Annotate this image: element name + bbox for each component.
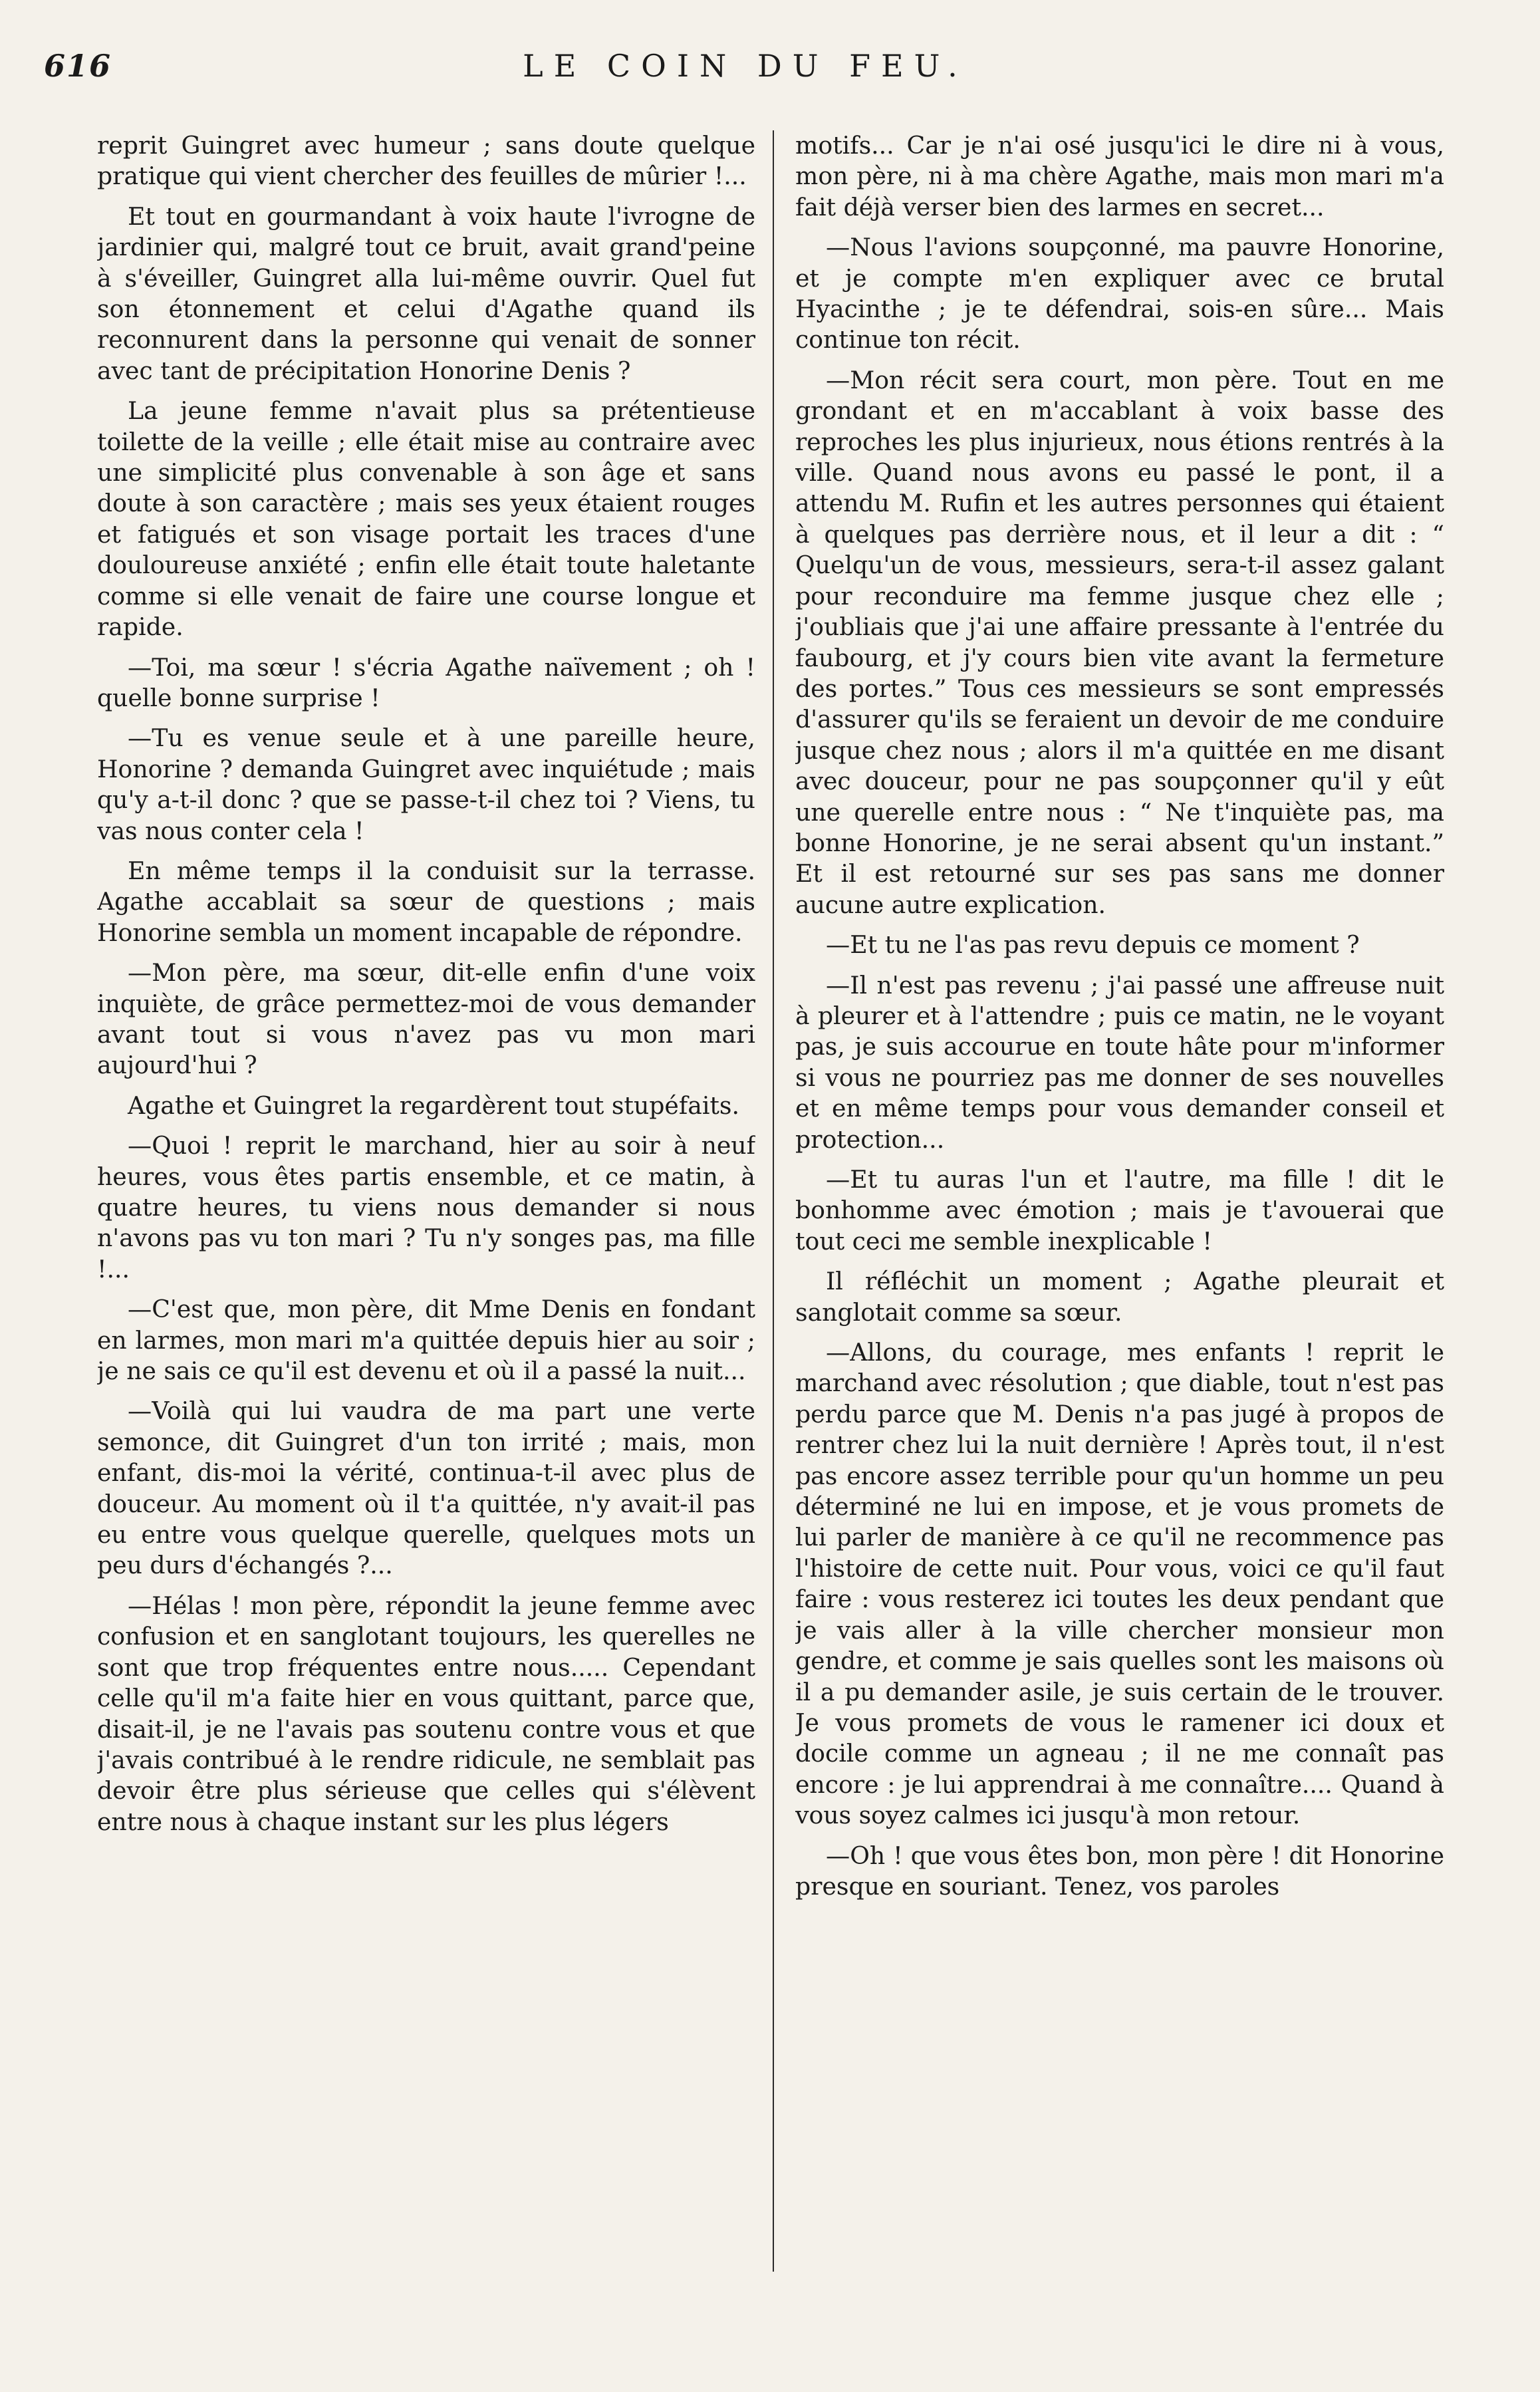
page-number: 616 (44, 48, 112, 84)
paragraph: Agathe et Guingret la regardèrent tout stupéfaits. (128, 1091, 740, 1120)
paragraph: La jeune femme n'avait plus sa prétentieuse toilette de la veille ; elle était mise au contraire avec une simplicité plus convenable à son âge et sans doute à son caractère ; mais ses yeux étaient rouges et fatigués et son visage portait les traces d'une douloureuse anxiété ; enfin elle était toute haletante comme si elle venait de faire une course longue et rapide. (97, 396, 755, 642)
paragraph: —Mon récit sera court, mon père. Tout en me grondant et en m'accablant à voix basse des reproches les plus injurieux, nous étions rentrés à la ville. Quand nous avons eu passé le pont, il a attendu M. Rufin et les autres personnes qui étaient à quelques pas derrière nous, et il leur a dit : “ Quelqu'un de vous, messieurs, sera-t-il assez galant pour reconduire ma femme jusque chez elle ; j'oubliais que j'ai une affaire pressante à l'entrée du faubourg, et j'y cours bien vite avant la fermeture des portes.” Tous ces messieurs se sont empressés d'assurer qu'ils se feraient un devoir de me conduire jusque chez nous ; alors il m'a quittée en me disant avec douceur, pour ne pas soupçonner qu'il y eût une querelle entre nous : “ Ne t'inquiète pas, ma bonne Honorine, je ne serai absent qu'un instant.” Et il est retourné sur ses pas sans me donner aucune autre explication. (795, 365, 1444, 919)
paragraph: —Toi, ma sœur ! s'écria Agathe naïvement ; oh ! quelle bonne surprise ! (97, 652, 755, 712)
column-divider (773, 130, 774, 2272)
paragraph: —Hélas ! mon père, répondit la jeune femme avec confusion et en sanglotant toujours, les querelles ne sont que trop fréquentes entre nous..... Cependant celle qu'il m'a faite hier en vous quittant, parce que, disait-il, je ne l'avais pas soutenu contre vous et que j'avais contribué à le rendre ridicule, ne semblait pas devoir être plus sérieuse que celles qui s'élèvent entre nous à chaque instant sur les plus légers (97, 1591, 755, 1836)
paragraph: —Oh ! que vous êtes bon, mon père ! dit Honorine presque en souriant. Tenez, vos paroles (795, 1841, 1444, 1901)
paragraph: En même temps il la conduisit sur la terrasse. Agathe accablait sa sœur de questions ; mais Honorine sembla un moment incapable de répondre. (97, 856, 755, 947)
paragraph: —Tu es venue seule et à une pareille heure, Honorine ? demanda Guingret avec inquiétude ; mais qu'y a-t-il donc ? que se passe-t-il chez toi ? Viens, tu vas nous conter cela ! (97, 724, 755, 845)
paragraph: motifs... Car je n'ai osé jusqu'ici le dire ni à vous, mon père, ni à ma chère Agathe, mais mon mari m'a fait déjà verser bien des larmes en secret... (795, 131, 1444, 221)
paragraph: Et tout en gourmandant à voix haute l'ivrogne de jardinier qui, malgré tout ce bruit, avait grand'peine à s'éveiller, Guingret alla lui-même ouvrir. Quel fut son étonnement et celui d'Agathe quand ils reconnurent dans la personne qui venait de sonner avec tant de précipitation Honorine Denis ? (97, 201, 755, 385)
right-column (795, 130, 1444, 2238)
paragraph: —Voilà qui lui vaudra de ma part une verte semonce, dit Guingret d'un ton irrité ; mais, mon enfant, dis-moi la vérité, continua-t-il avec plus de douceur. Au moment où il t'a quittée, n'y avait-il pas eu entre vous quelque querelle, quelques mots un peu durs d'échangés ?... (97, 1396, 755, 1580)
paragraph: reprit Guingret avec humeur ; sans doute quelque pratique qui vient chercher des feuilles de mûrier !... (97, 131, 755, 191)
paragraph: —Nous l'avions soupçonné, ma pauvre Honorine, et je compte m'en expliquer avec ce brutal Hyacinthe ; je te défendrai, sois-en sûre... Mais continue ton récit. (795, 233, 1444, 354)
left-column (97, 130, 755, 2238)
running-title: LE COIN DU FEU. (523, 48, 968, 84)
paragraph: —Et tu ne l'as pas revu depuis ce moment ? (826, 930, 1360, 960)
paragraph: —Mon père, ma sœur, dit-elle enfin d'une voix inquiète, de grâce permettez-moi de vous demander avant tout si vous n'avez pas vu mon mari aujourd'hui ? (97, 958, 755, 1080)
paragraph: —Il n'est pas revenu ; j'ai passé une affreuse nuit à pleurer et à l'attendre ; puis ce matin, ne le voyant pas, je suis accourue en toute hâte pour m'informer si vous ne pourriez pas me donner de ses nouvelles et en même temps pour vous demander conseil et protection... (795, 970, 1444, 1154)
paragraph: —Quoi ! reprit le marchand, hier au soir à neuf heures, vous êtes partis ensemble, et ce matin, à quatre heures, tu viens nous demander si nous n'avons pas vu ton mari ? Tu n'y songes pas, ma fille !... (97, 1131, 755, 1283)
paragraph: Il réfléchit un moment ; Agathe pleurait et sanglotait comme sa sœur. (795, 1267, 1444, 1327)
page-header (44, 48, 1447, 94)
paragraph: —Et tu auras l'un et l'autre, ma fille ! dit le bonhomme avec émotion ; mais je t'avouerai que tout ceci me semble inexplicable ! (795, 1165, 1444, 1256)
paragraph: —C'est que, mon père, dit Mme Denis en fondant en larmes, mon mari m'a quittée depuis hier au soir ; je ne sais ce qu'il est devenu et où il a passé la nuit... (97, 1295, 755, 1386)
paragraph: —Allons, du courage, mes enfants ! reprit le marchand avec résolution ; que diable, tout n'est pas perdu parce que M. Denis n'a pas jugé à propos de rentrer chez lui la nuit dernière ! Après tout, il n'est pas encore assez terrible pour qu'un homme un peu déterminé ne lui en impose, et je vous promets de lui parler de manière à ce qu'il ne recommence pas l'histoire de cette nuit. Pour vous, voici ce qu'il faut faire : vous resterez ici toutes les deux pendant que je vais aller à la ville chercher monsieur mon gendre, et comme je sais quelles sont les maisons où il a pu demander asile, je suis certain de le trouver. Je vous promets de vous le ramener ici doux et docile comme un agneau ; il ne me connaît pas encore : je lui apprendrai à me connaître.... Quand à vous soyez calmes ici jusqu'à mon retour. (795, 1338, 1444, 1830)
